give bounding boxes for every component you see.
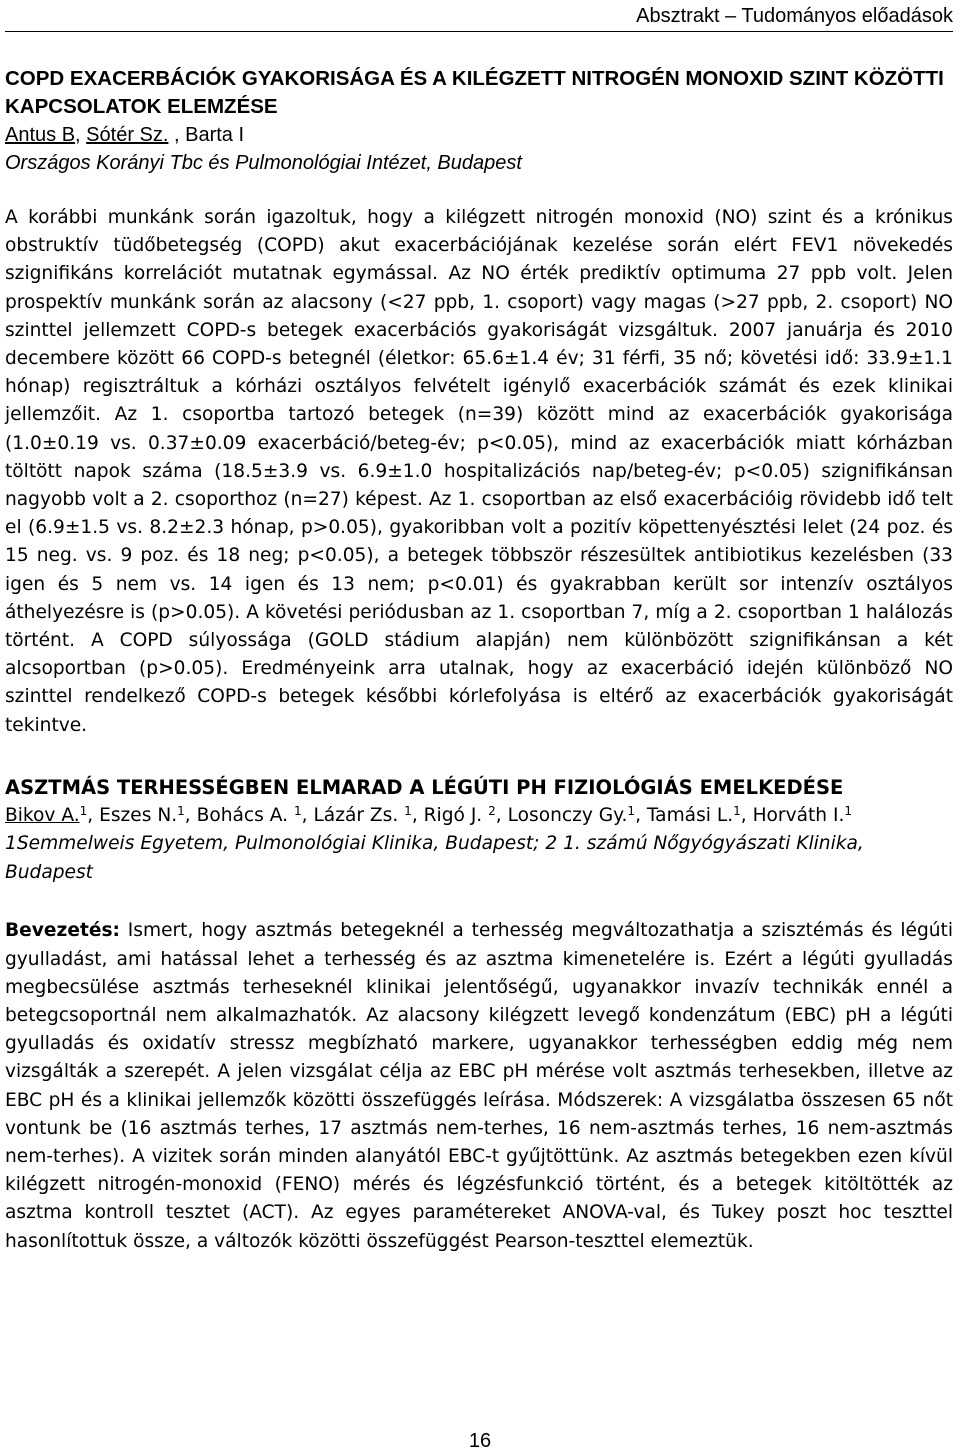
author-name: Lázár Zs. [313,804,405,826]
author-separator: , [411,804,424,826]
affiliation: 1Semmelweis Egyetem, Pulmonológiai Klinika, Budapest; 2 1. számú Nőgyógyászati Klinika, Budapest [5,833,864,883]
affiliation-marker: 1 [404,803,412,818]
abstract-body [5,917,953,1255]
author-list [5,802,953,831]
author-name: Rigó J. [423,804,489,826]
introduction-label: Bevezetés: [5,920,120,942]
author-separator: , [740,804,753,826]
author-separator: , [168,124,186,146]
affiliation: Országos Korányi Tbc és Pulmonológiai Intézet, Budapest [5,152,522,174]
author-list [5,121,953,149]
author-separator: , [87,804,100,826]
author-name: Horváth I. [752,804,845,826]
affiliation-marker: 1 [627,803,636,818]
author-separator: , [184,804,197,826]
author-name: Barta I [185,124,245,146]
running-title: Absztrakt – Tudományos előadások [636,5,953,27]
affiliation-marker: 1 [79,803,88,818]
abstract-asthma-pregnancy [5,774,953,1256]
author-separator: , [75,124,87,146]
running-header [5,0,953,32]
page-number: 16 [468,1430,492,1452]
author-name: Eszes N. [99,804,178,826]
author-name: Tamási L. [646,804,734,826]
affiliation-marker: 2 [488,803,496,818]
affiliation-marker: 1 [177,803,185,818]
author-name: Bohács A. [196,804,294,826]
abstract-body: A korábbi munkánk során igazoltuk, hogy a kilégzett nitrogén monoxid (NO) szint és a krónikus obstruktív tüdőbetegség (COPD) akut exacerbációjának kezelése során elért FEV1 növekedés szignifikáns korrelációt mutatnak egymással. Az NO érték prediktív optimuma 27 ppb volt. Jelen prospektív munkánk során az alacsony (<27 ppb, 1. csoport) vagy magas (>27 ppb, 2. csoport) NO szinttel jellemzett COPD-s betegek exacerbációs gyakoriságát vizsgáltuk. 2007 januárja és 2010 decembere között 66 COPD-s betegnél (életkor: 65.6±1.4 év; 31 férfi, 35 nő; követési idő: 33.9±1.1 hónap) regisztráltuk a kórházi osztályos felvételt igénylő exacerbációk számát és ezek klinikai jellemzőit. Az 1. csoportba tartozó betegek (n=39) között mind az exacerbációk gyakorisága (1.0±0.19 vs. 0.37±0.09 exacerbáció/beteg-év; p<0.05), mind az exacerbációk miatt kórházban töltött napok száma (18.5±3.9 vs. 6.9±1.0 hospitalizációs nap/beteg-év; p<0.05) szignifikánsan nagyobb volt a 2. csoporthoz (n=27) képest. Az 1. csoportban az első exacerbációig rövidebb idő telt el (6.9±1.5 vs. 8.2±2.3 hónap, p>0.05), gyakoribban volt a pozitív köpettenyésztési lelet (24 poz. és 15 neg. vs. 9 poz. és 18 neg; p<0.05), a betegek többször részesültek antibiotikus kezelésben (33 igen és 5 nem vs. 14 igen és 13 nem; p<0.01) és gyakrabban került sor intenzív osztályos áthelyezésre is (p>0.05). A követési periódusban az 1. csoportban 7, míg a 2. csoportban 1 halálozás történt. A COPD súlyossága (GOLD stádium alapján) nem különbözött szignifikánsan a két alcsoportban (p>0.05). Eredményeink arra utalnak, hogy az exacerbáció idején különböző NO szinttel rendelkező COPD-s betegek későbbi kórlefolyása is eltérő az exacerbációk gyakoriságát tekintve. [5,207,953,736]
introduction-text: Ismert, hogy asztmás betegeknél a terhesség megváltozathatja a szisztémás és légúti gyulladást, ami hatással lehet a terhesség és az asztma kimenetelére is. Ezért a légúti gyulladás megbecsülése asztmás terheseknél klinikai jelentőségű, ugyanakkor invazív technikák ennél a betegcsoportnál nem alkalmazhatók. Az alacsony kilégzett levegő kondenzátum (EBC) pH a légúti gyulladás és oxidatív stressz megbízható markere, ugyanakkor terhességben eddig még nem vizsgálták a szerepét. A jelen vizsgálat célja az EBC pH mérése volt asztmás terhesekben, illetve az EBC pH és a klinikai jellemzők közötti összefüggés leírása. Módszerek: A vizsgálatba összesen 65 nőt vontunk be (16 asztmás terhes, 17 asztmás nem-terhes, 16 nem-asztmás terhes, 16 nem-asztmás nem-terhes). A vizitek során minden alanyától EBC-t gyűjtöttünk. Az asztmás betegekben ezen kívül kilégzett nitrogén-monoxid (FENO) mérés és légzésfunkció történt, és a betegek kitöltötték az asztma kontroll tesztet (ACT). Az egyes paramétereket ANOVA-val, és Tukey poszt hoc teszttel hasonlítottuk össze, a változók közötti összefüggést Pearson-teszttel elemeztük. [5,920,953,1252]
abstract-copd-exacerbations [5,65,953,740]
affiliation-marker: 1 [733,803,741,818]
affiliation-marker: 1 [844,803,852,818]
author-name: Antus B [5,124,76,146]
author-separator: , [635,804,647,826]
abstract-title: COPD EXACERBÁCIÓK GYAKORISÁGA ÉS A KILÉGZETT NITROGÉN MONOXID SZINT KÖZÖTTI KAPCSOLATOK ELEMZÉSE [5,67,944,118]
author-separator: , [495,804,508,826]
abstract-title: ASZTMÁS TERHESSÉGBEN ELMARAD A LÉGÚTI PH FIZIOLÓGIÁS EMELKEDÉSE [5,775,844,799]
author-separator: , [301,804,314,826]
affiliation-marker: 1 [293,803,302,818]
author-name: Losonczy Gy. [507,804,628,826]
author-name: Bikov A. [5,804,80,826]
author-name: Sótér Sz. [86,124,169,146]
document-page [5,0,953,1256]
